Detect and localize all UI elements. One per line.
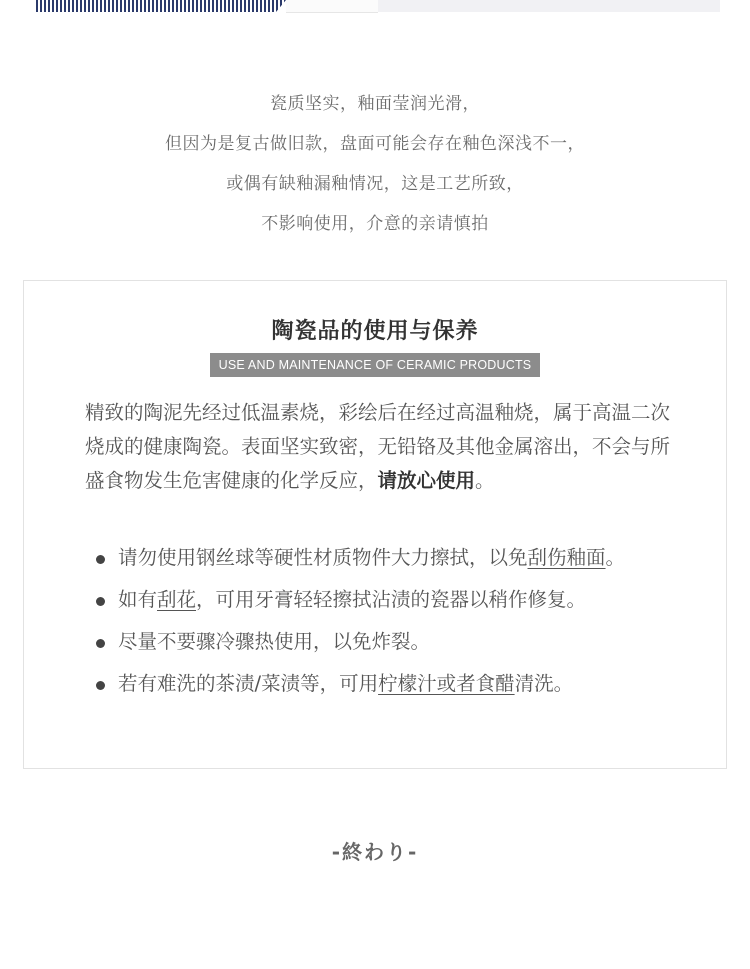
list-item [96, 663, 696, 705]
card-subtitle-row [24, 353, 726, 377]
intro-line: 但因为是复古做旧款，盘面可能会存在釉色深浅不一， [165, 134, 585, 154]
card-title: 陶瓷品的使用与保养 [271, 319, 479, 344]
image-panel-gray [378, 0, 720, 12]
item-text-end: 。 [605, 546, 626, 569]
care-tips-list [96, 537, 696, 705]
paragraph-end: 。 [475, 469, 495, 492]
product-image-bottom-edge [0, 0, 750, 14]
care-paragraph [85, 396, 675, 498]
intro-text-block [0, 84, 750, 244]
item-text: 尽量不要骤冷骤热使用，以免炸裂。 [118, 630, 431, 653]
card-subtitle-badge: USE AND MAINTENANCE OF CERAMIC PRODUCTS [210, 353, 541, 377]
item-text: 若有难洗的茶渍/菜渍等，可用 [118, 672, 379, 695]
paragraph-bold-text: 请放心使用 [377, 469, 476, 492]
end-marker: -終わり- [331, 840, 419, 864]
bullet-dot-icon [96, 639, 105, 648]
list-item [96, 621, 696, 663]
image-panel-white [286, 0, 378, 13]
intro-line: 不影响使用，介意的亲请慎拍 [261, 214, 489, 234]
list-item [96, 537, 696, 579]
striped-plate-image [36, 0, 286, 12]
item-underlined-text: 柠檬汁或者食醋 [378, 672, 515, 695]
item-underlined-text: 刮花 [157, 588, 197, 611]
bullet-dot-icon [96, 597, 105, 606]
bullet-dot-icon [96, 681, 105, 690]
item-text-end: 清洗。 [514, 672, 574, 695]
list-item [96, 579, 696, 621]
paragraph-text: 精致的陶泥先经过低温素烧，彩绘后在经过高温釉烧，属于高温二次烧成的健康陶瓷。表面坚实致密，无铅铬及其他金属溶出，不会与所盛食物发生危害健康的化学反应， [85, 401, 671, 492]
item-text: 请勿使用钢丝球等硬性材质物件大力擦拭，以免 [118, 546, 528, 569]
item-text: 如有 [118, 588, 158, 611]
intro-line: 瓷质坚实，釉面莹润光滑， [270, 94, 480, 114]
bullet-dot-icon [96, 555, 105, 564]
care-instructions-card [23, 280, 727, 769]
intro-line: 或偶有缺釉漏釉情况，这是工艺所致， [226, 174, 524, 194]
item-text-end: ，可用牙膏轻轻擦拭沾渍的瓷器以稍作修复。 [196, 588, 587, 611]
item-underlined-text: 刮伤釉面 [527, 546, 606, 569]
